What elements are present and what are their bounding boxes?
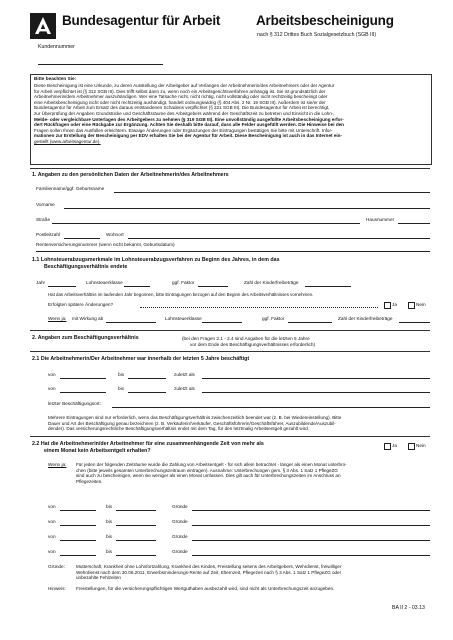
- effective-date-field[interactable]: [106, 322, 156, 323]
- child-allowance-2-field[interactable]: [399, 322, 430, 323]
- gap-4-from-label: von: [48, 549, 56, 554]
- employment-2-as-label: zuletzt als: [174, 386, 195, 391]
- gap-4-reasons-field[interactable]: [192, 555, 430, 556]
- section-2-1-heading: 2.1 Die Arbeitnehmerin/Der Arbeitnehmer war innerhalb der letzten 5 Jahre beschäftigt: [32, 356, 250, 362]
- employment-1-from-label: von: [48, 372, 56, 377]
- employment-1-to-field[interactable]: [128, 378, 166, 379]
- factor-label: ggf. Faktor: [172, 280, 195, 285]
- factor-2-label: ggf. Faktor: [262, 316, 285, 321]
- gap-2-from-field[interactable]: [60, 525, 96, 526]
- notice-text: Freistellungen, für die versicherungspflichtiges Wertguthaben ausbezahlt wird, sind nicht als Unterbrechungszeit anzugeben.: [76, 586, 335, 591]
- factor-field[interactable]: [198, 286, 228, 287]
- reasons-list: Mutterschaft, Krankheit ohne Lohnfortzahlung, Krankheit des Kindes, Freistellung seitens des Arbeitgebers, Wehrdienst, freiwilliger Wehrdienst nach dem 30.06.2011, Erwerbsminderungs-Rente auf Zeit, Elternzeit, Pflegezeit nach § 3 Abs. 1 Satz 1 PflegeZG oder unbezahlte Fehlzeiten: [76, 564, 342, 581]
- section-2-heading: 2. Angaben zum Beschäftigungsverhältnis: [32, 335, 139, 341]
- form-id: BA II 2 - 03.13: [392, 605, 425, 611]
- tax-class-field[interactable]: [124, 286, 150, 287]
- section-2-note-a: (bei den Fragen 2.1 - 2.4 sind Angaben für die letzten 5 Jahre: [182, 336, 310, 341]
- employment-1-as-label: zuletzt als: [174, 372, 195, 377]
- year-field[interactable]: [48, 286, 76, 287]
- later-changes-no-label: Nein: [416, 302, 426, 307]
- gap-1-to-label: bis: [106, 504, 112, 509]
- city-label: Wohnort: [106, 232, 124, 237]
- form-subtitle: nach § 312 Drittes Buch Sozialgesetzbuch (SGB III): [257, 32, 377, 38]
- gap-3-to-label: bis: [106, 534, 112, 539]
- child-allowance-2-label: Zahl der Kinderfreibeträge: [338, 316, 393, 321]
- tax-class-2-label: Lohnsteuerklasse: [165, 316, 202, 321]
- gap-4-from-field[interactable]: [60, 555, 96, 556]
- pension-number-field[interactable]: [36, 251, 430, 252]
- year-label: Jahr: [36, 280, 46, 285]
- gap-4-to-field[interactable]: [116, 555, 156, 556]
- postal-code-label: Postleitzahl: [36, 232, 60, 237]
- later-changes-label: Erfolgten spätere Änderungen?: [48, 302, 114, 307]
- no-pay-yes-checkbox[interactable]: [384, 443, 391, 450]
- section-2-note-b: vor dem Ende des Beschäftigungsverhältnisses erforderlich): [190, 342, 316, 347]
- divider: [30, 168, 430, 169]
- family-name-label: Familienname/ggf. Geburtsname: [36, 186, 105, 191]
- gap-2-reasons-label: Gründe: [172, 519, 188, 524]
- gap-2-reasons-field[interactable]: [192, 525, 430, 526]
- if-yes-label: Wenn ja:: [48, 462, 67, 467]
- family-name-field[interactable]: [114, 192, 430, 193]
- leader-dots: [140, 307, 378, 308]
- house-number-label: Hausnummer: [366, 217, 395, 222]
- notice-heading: Bitte beachten Sie:: [34, 76, 77, 81]
- change-question: Hat das Arbeitsverhältnis im laufenden Jahr begonnen, bitte Eintragungen bezogen auf den Beginn des Arbeitsverhältnisses vornehmen.: [48, 292, 314, 297]
- tax-class-2-field[interactable]: [202, 322, 242, 323]
- pension-number-label: Rentenversicherungsnummer (wenn nicht bekannt, Geburtsdatum): [36, 242, 175, 247]
- no-pay-yes-label: Ja: [392, 443, 397, 448]
- employment-1-from-field[interactable]: [60, 378, 106, 379]
- later-changes-yes-checkbox[interactable]: [384, 302, 391, 309]
- later-changes-yes-label: Ja: [392, 302, 397, 307]
- last-place-field[interactable]: [112, 407, 430, 408]
- employment-2-from-field[interactable]: [60, 392, 106, 393]
- gap-1-from-field[interactable]: [60, 510, 96, 511]
- house-number-field[interactable]: [398, 223, 430, 224]
- if-yes-label: Wenn ja:: [48, 316, 67, 321]
- postal-code-field[interactable]: [64, 238, 100, 239]
- section-1-heading: 1. Angaben zu den persönlichen Daten der Arbeitnehmerin/des Arbeitnehmers: [32, 172, 229, 178]
- gap-3-reasons-label: Gründe: [172, 534, 188, 539]
- employment-1-as-field[interactable]: [202, 378, 430, 379]
- city-field[interactable]: [128, 238, 430, 239]
- customer-number-field[interactable]: [38, 64, 163, 65]
- notice-text: Diese Bescheinigung ist eine Urkunde, zu deren Ausstellung der Arbeitgeber auf Verlangen der Arbeitnehmerin/des Arbeitnehmers oder der Agentur für Arbeit verpflichtet ist (§ 312 SGB III). Dies trifft selbst dann zu, wenn noch ein Arbeitsgerichtsverfahren anhängig ist. Sie ist grundsätzlich der Arbeitnehmerin/dem Arbeitnehmer auszuhändigen. Wer eine Tatsache nicht, nicht richtig, nicht vollständig oder nicht rechtzeitig bescheinigt oder eine Arbeitsbescheinigung nicht oder nicht rechtzeitig aushändigt, handelt ordnungswidrig (§ 404 Abs. 2 Nr. 19 SGB III). Außerdem ist sie/er der Bundesagentur für Arbeit zum Ersatz des daraus entstandenen Schadens verpflichtet (§ 321 SGB III). Die Bundesagentur für Arbeit ist berechtigt, zur Überprüfung der Angaben Grundstücke und Geschäftsräume des Arbeitgebers während der Geschäftszeit zu betreten und Einsicht in die Lohn-, Melde- oder vergleichbare Unterlagen des Arbeitgebers zu nehmen (§ 319 SGB III). Eine unvollständig ausgefüllte Arbeitsbescheinigung erfor- dert Rückfragen oder eine Rückgabe zur Ergänzung. Achten Sie deshalb bitte darauf, dass alle Felder ausgefüllt werden. Die Hinweise bei den Fragen sollen Ihnen das Ausfüllen erleichtern. Etwaige Änderungen oder Ergänzungen der Eintragungen bestätigen Sie bitte mit Unterschrift. Infor- mationen zur Erstellung der Bescheinigung per EDV erhalten Sie bei der Agentur für Arbeit. Diese Bescheinigung ist auch in das Internet ein- gestellt (www.arbeitsagentur.de).: [34, 83, 344, 144]
- gap-3-to-field[interactable]: [116, 540, 156, 541]
- employment-2-to-field[interactable]: [128, 392, 166, 393]
- factor-2-field[interactable]: [288, 322, 332, 323]
- gap-1-to-field[interactable]: [116, 510, 156, 511]
- last-place-label: letzter Beschäftigungsort:: [48, 401, 101, 406]
- gap-2-to-field[interactable]: [116, 525, 156, 526]
- employment-2-to-label: bis: [118, 386, 124, 391]
- child-allowance-field[interactable]: [305, 286, 351, 287]
- gap-3-reasons-field[interactable]: [192, 540, 430, 541]
- agency-name: Bundesagentur für Arbeit: [62, 13, 221, 28]
- employment-1-to-label: bis: [118, 372, 124, 377]
- section-2-2-heading-b: einem Monat kein Arbeitsentgelt erhalten?: [44, 448, 151, 454]
- gap-1-reasons-label: Gründe: [172, 504, 188, 509]
- tax-class-label: Lohnsteuerklasse: [86, 280, 123, 285]
- later-changes-no-checkbox[interactable]: [408, 302, 415, 309]
- divider: [30, 330, 430, 331]
- reasons-label: Gründe:: [48, 564, 65, 569]
- child-allowance-label: Zahl der Kinderfreibeträge: [244, 280, 299, 285]
- gap-1-reasons-field[interactable]: [192, 510, 430, 511]
- no-pay-no-checkbox[interactable]: [408, 443, 415, 450]
- agency-logo-icon: [30, 13, 56, 39]
- divider: [30, 351, 430, 352]
- gap-2-from-label: von: [48, 519, 56, 524]
- section-2-1-hint: Mehrere Eintragungen sind nur erforderlich, wenn das Beschäftigungsverhältnis zwischenzeitlich beendet war (z. B. bei Wiedereinstellung). Bitte Dauer und Art der Beschäftigung genau bezeichnen (z. B. Verkäuferin/Verkäufer, Geschäftsführerin/Geschäftsführer, Auszubildende/Auszubil- dender). Das versicherungsrechtliche Beschäftigungsverhältnis endet mit dem Tag, für den letztmalig Arbeitsentgelt gezahlt wird.: [48, 415, 342, 432]
- customer-number-label: Kundennummer: [38, 44, 75, 50]
- notice-label: Hinweis:: [48, 586, 66, 591]
- employment-2-as-field[interactable]: [202, 392, 430, 393]
- divider: [30, 436, 430, 437]
- gap-1-from-label: von: [48, 504, 56, 509]
- first-name-label: Vorname: [36, 202, 55, 207]
- gap-2-to-label: bis: [106, 519, 112, 524]
- gap-4-reasons-label: Gründe: [172, 549, 188, 554]
- section-1-1-heading-a: 1.1 Lohnsteuerabzugsmerkmale im Lohnsteuerabzugsverfahren zu Beginn des Jahres, in dem das: [32, 257, 280, 263]
- street-field[interactable]: [52, 223, 360, 224]
- section-2-2-heading-a: 2.2 Hat die Arbeitnehmerin/der Arbeitnehmer für eine zusammenhängende Zeit von mehr als: [32, 441, 264, 447]
- first-name-field[interactable]: [64, 208, 430, 209]
- gap-3-from-field[interactable]: [60, 540, 96, 541]
- no-pay-no-label: Nein: [416, 443, 426, 448]
- form-title: Arbeitsbescheinigung: [256, 13, 394, 28]
- gap-4-to-label: bis: [106, 549, 112, 554]
- section-1-1-heading-b: Beschäftigungsverhältnis endete: [44, 264, 128, 270]
- employment-2-from-label: von: [48, 386, 56, 391]
- effective-label: mit Wirkung ab: [72, 316, 104, 321]
- gap-3-from-label: von: [48, 534, 56, 539]
- section-2-2-hint: Für jeden der folgenden Zeiträume wurde die Zahlung von Arbeitsentgelt - für sich allein betrachtet - länger als einen Monat unterbro- chen (bitte jeweils gesamten Unterbrechungszeitraum eintragen). Ausnahme: Unterbrechungen gem. § 3 Abs. 1 Satz 1 PflegeZG sind auch zu bescheinigen, wenn sie weniger als einen Monat umfassen. Dies gilt auch für Unterbrechungszeiten im Anschluss an Pflegezeiten.: [76, 462, 347, 484]
- street-label: Straße: [36, 217, 51, 222]
